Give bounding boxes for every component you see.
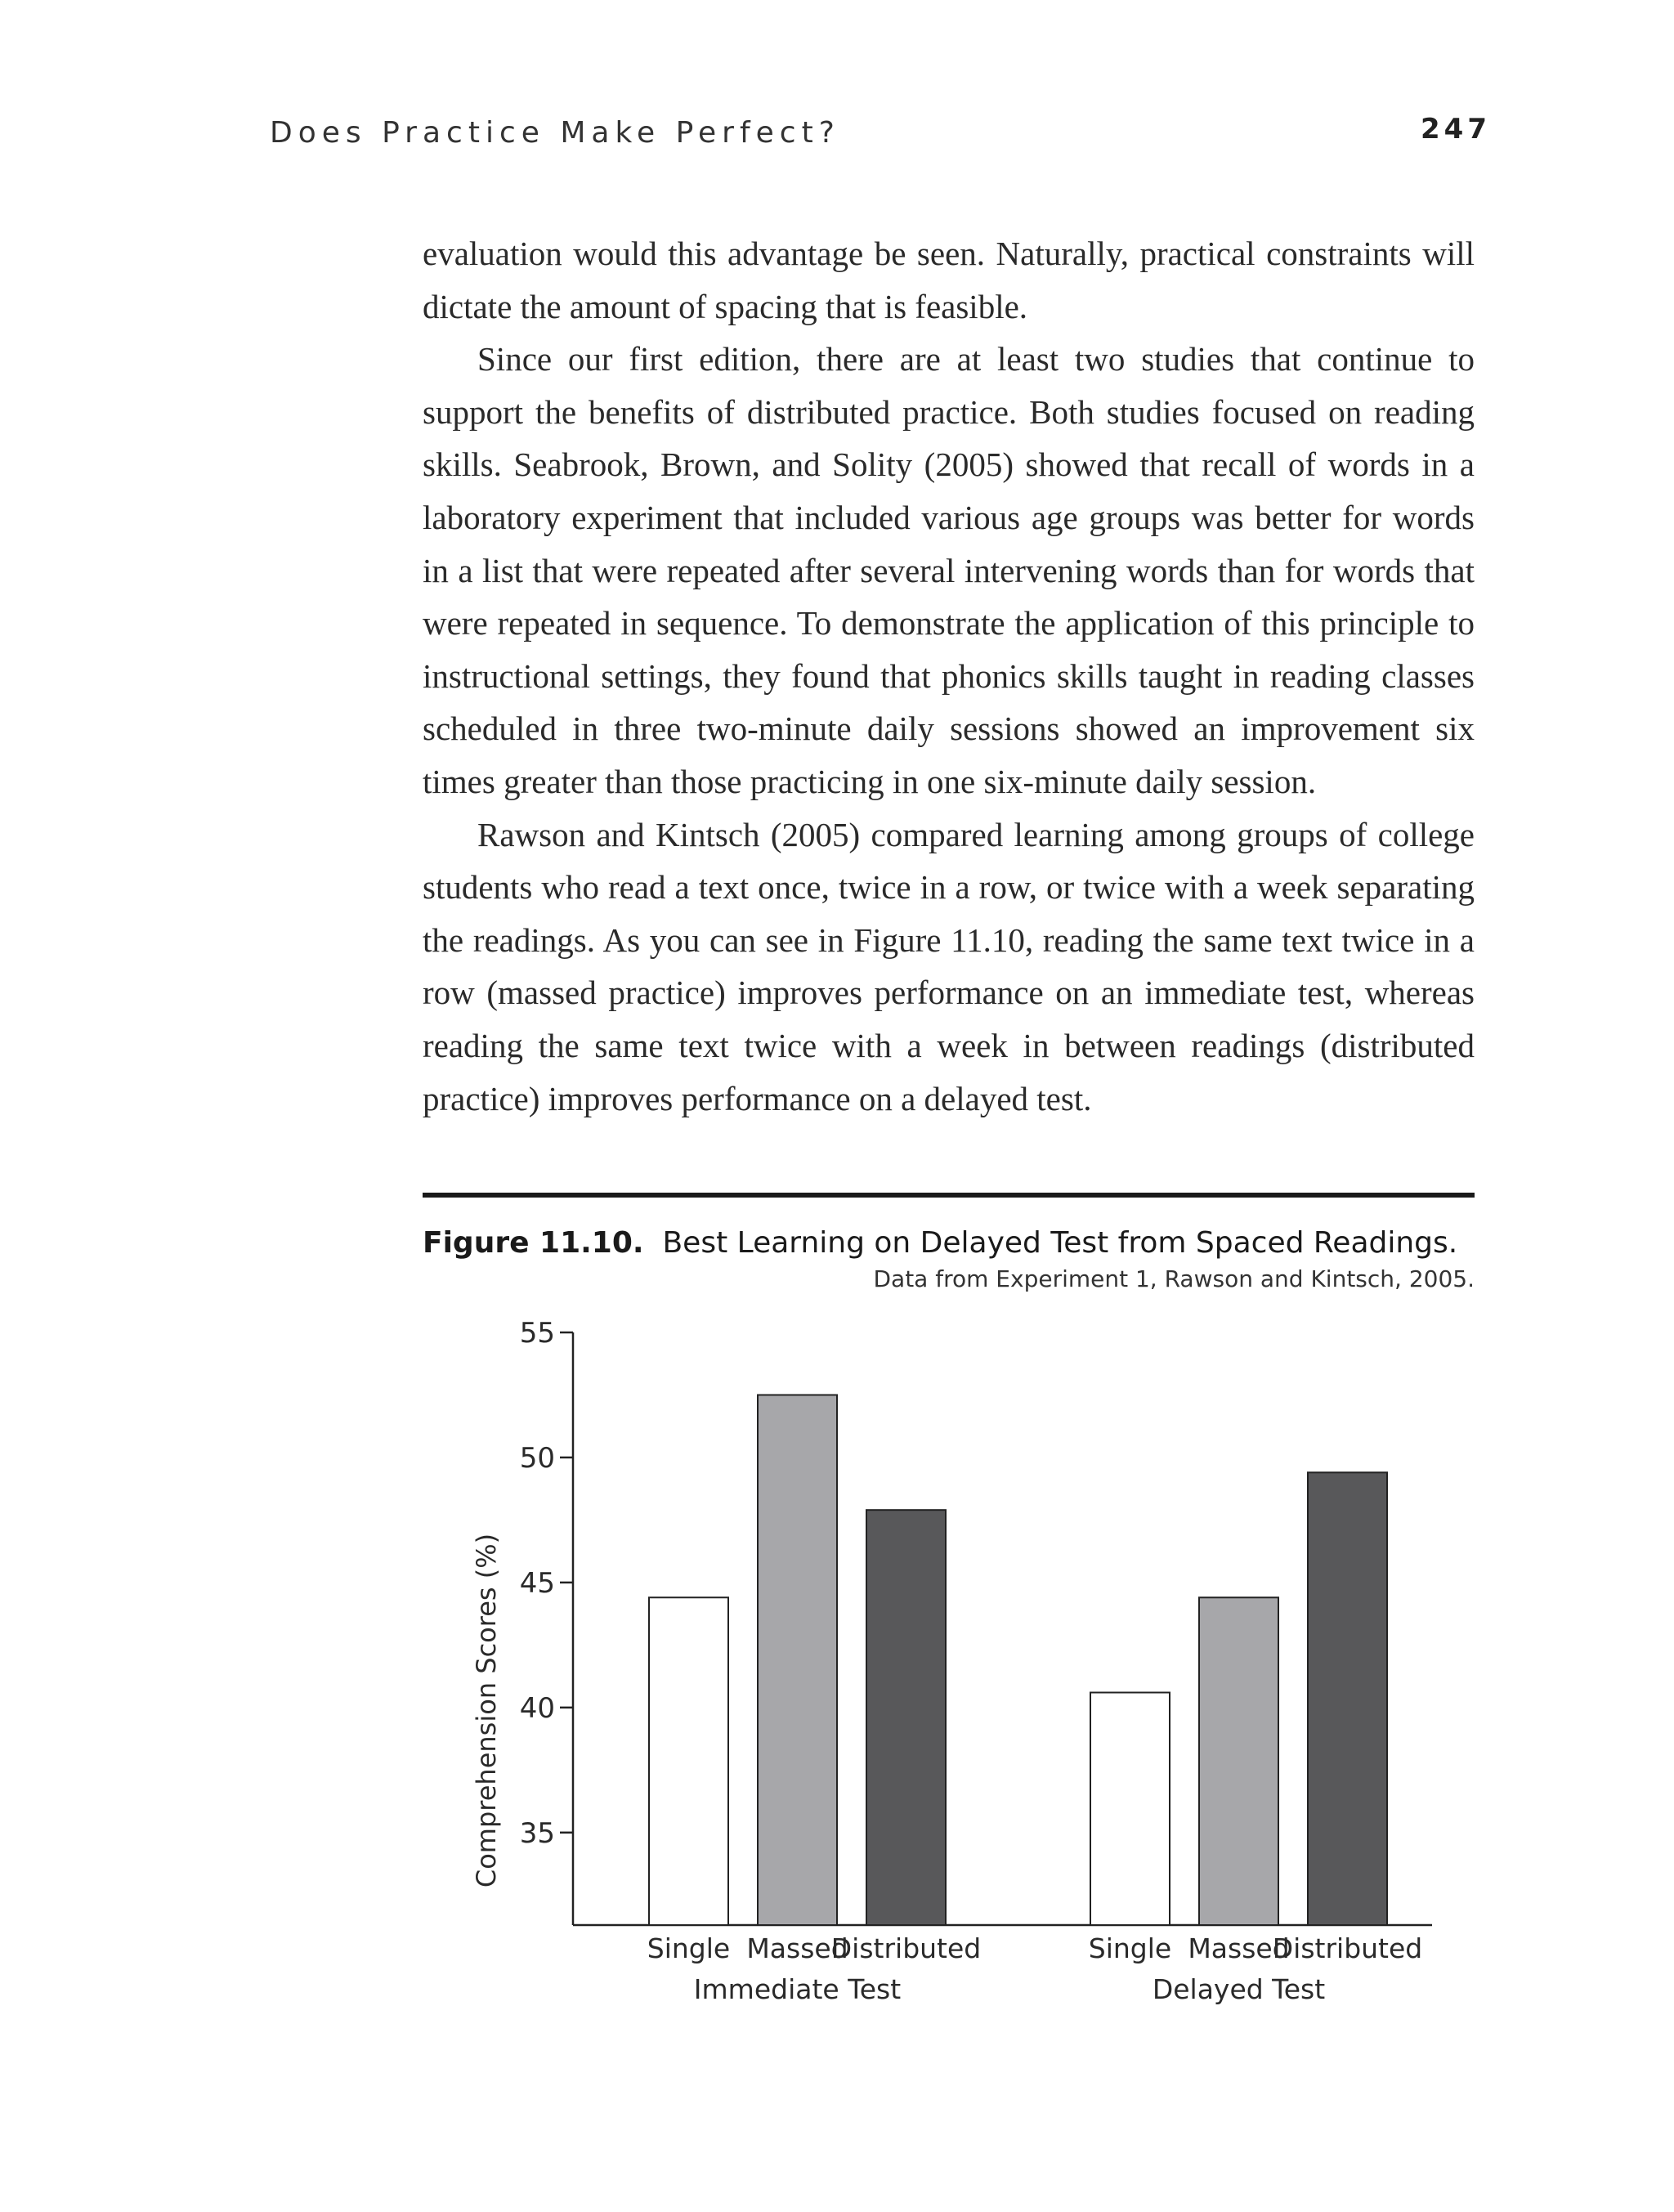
chart-layer (471, 1317, 1432, 2005)
y-axis-title: Comprehension Scores (%) (471, 1533, 502, 1888)
x-tick-label: Single (647, 1932, 731, 1964)
body-text (423, 227, 1475, 1125)
running-head: Does Practice Make Perfect? (270, 116, 840, 150)
y-tick-label: 40 (519, 1691, 555, 1725)
x-tick-label: Distributed (830, 1932, 982, 1964)
bar-delayed-test-massed (1199, 1597, 1278, 1925)
bar-chart (441, 1308, 1455, 2027)
figure-source: Data from Experiment 1, Rawson and Kintsch, 2005. (873, 1265, 1475, 1292)
bar-delayed-test-distributed (1308, 1472, 1387, 1925)
figure-title (423, 1226, 1457, 1260)
bar-delayed-test-single (1090, 1693, 1170, 1925)
group-label: Delayed Test (1152, 1973, 1326, 2005)
bar-immediate-test-single (649, 1597, 728, 1925)
y-tick-label: 50 (519, 1441, 555, 1475)
x-tick-label: Massed (1188, 1932, 1290, 1964)
figure-rule (423, 1193, 1475, 1198)
paragraph-1: evaluation would this advantage be seen. Naturally, practical constraints will dictate the amount of spacing that is feasible. (423, 235, 1475, 325)
bar-immediate-test-massed (758, 1395, 837, 1925)
paragraph-3: Rawson and Kintsch (2005) compared learning among groups of college students who read a text once, twice in a row, or twice with a week separating the readings. As you can see in Figure 11.10, reading the same text twice in a row (massed practice) improves performance on an immediate test, whereas reading the same text twice with a week in between readings (distributed practice) improves performance on a delayed test. (423, 815, 1475, 1117)
y-tick-label: 35 (519, 1816, 555, 1850)
x-tick-label: Single (1088, 1932, 1172, 1964)
x-tick-label: Distributed (1272, 1932, 1423, 1964)
figure-label: Figure 11.10. (423, 1226, 644, 1260)
y-tick-label: 45 (519, 1566, 555, 1600)
page-number: 247 (1421, 113, 1491, 146)
y-tick-label: 55 (519, 1317, 555, 1350)
group-label: Immediate Test (693, 1973, 902, 2005)
bar-immediate-test-distributed (866, 1510, 946, 1925)
paragraph-2: Since our first edition, there are at least two studies that continue to support the benefits of distributed practice. Both studies focused on reading skills. Seabrook, Brown, and Solity (2005) showed that recall of words in a laboratory experiment that included various age groups was better for words in a list that were repeated after several intervening words than for words that were repeated in sequence. To demonstrate the application of this principle to instructional settings, they found that phonics skills taught in reading classes scheduled in three two-minute daily sessions showed an improvement six times greater than those practicing in one six-minute daily session. (423, 340, 1475, 800)
x-tick-label: Massed (746, 1932, 848, 1964)
figure-caption: Best Learning on Delayed Test from Spaced Readings. (662, 1226, 1458, 1260)
